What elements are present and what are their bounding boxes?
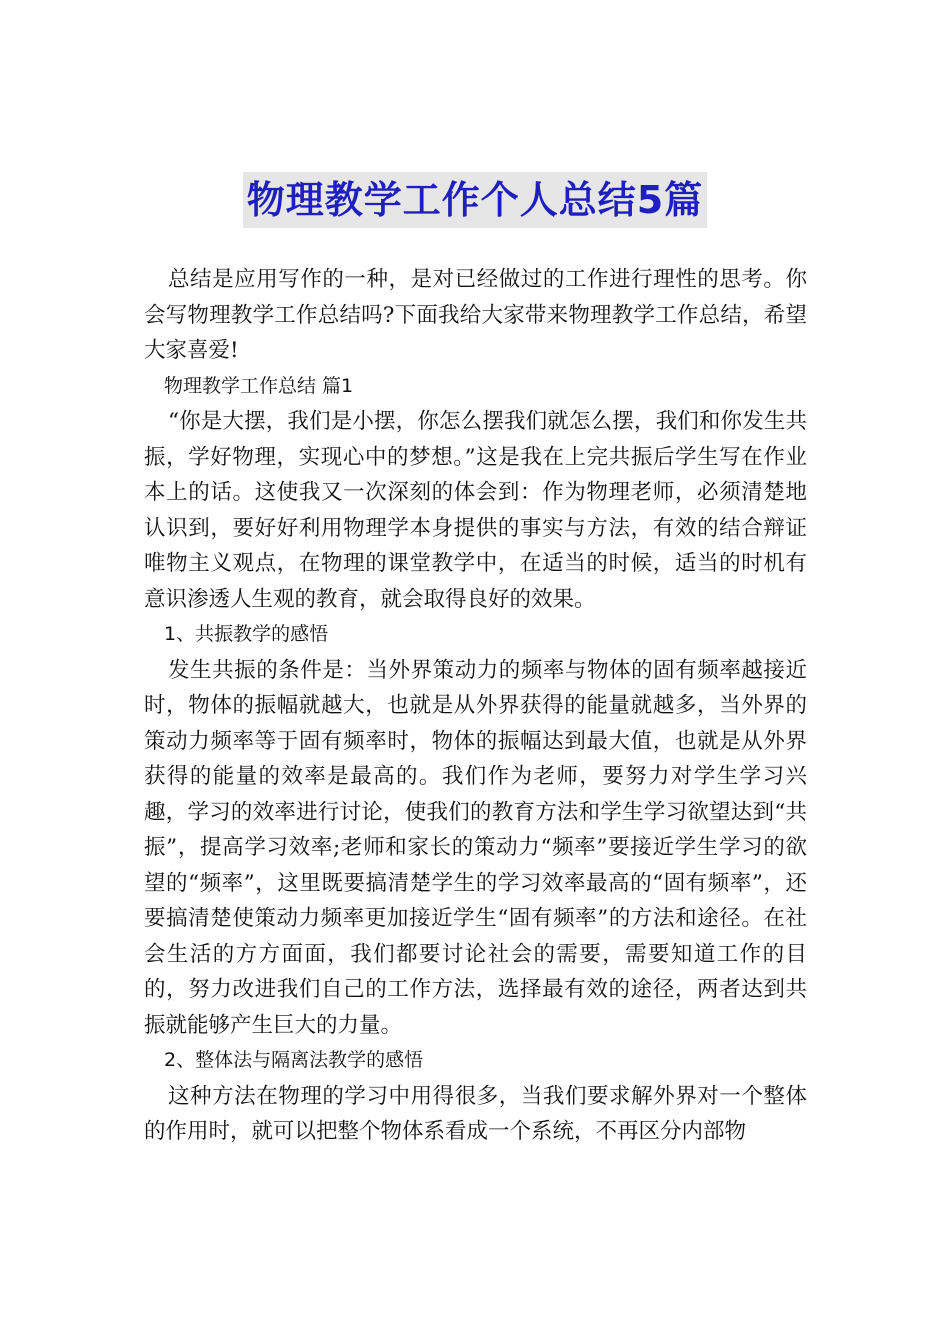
section-title: 物理教学工作总结 篇1 xyxy=(164,374,354,397)
title-container xyxy=(0,172,950,228)
body-paragraph-3: 这种方法在物理的学习中用得很多，当我们要求解外界对一个整体的作用时，就可以把整个物体系看成一个系统，不再区分内部物 xyxy=(144,1083,807,1144)
subheading-1: 1、共振教学的感悟 xyxy=(164,623,329,645)
subheading-2: 2、整体法与隔离法教学的感悟 xyxy=(164,1049,424,1071)
document-body xyxy=(144,262,807,1150)
body-paragraph-1: “你是大摆，我们是小摆，你怎么摆我们就怎么摆，我们和你发生共振，学好物理，实现心中的梦想。”这是我在上完共振后学生写在作业本上的话。这使我又一次深刻的体会到：作为物理老师，必须清楚地认识到，要好好利用物理学本身提供的事实与方法，有效的结合辩证唯物主义观点，在物理的课堂教学中，在适当的时候，适当的时机有意识渗透人生观的教育，就会取得良好的效果。 xyxy=(144,409,807,612)
document-title: 物理教学工作个人总结5篇 xyxy=(243,172,707,228)
intro-paragraph: 总结是应用写作的一种，是对已经做过的工作进行理性的思考。你会写物理教学工作总结吗?下面我给大家带来物理教学工作总结，希望大家喜爱! xyxy=(144,267,807,363)
body-paragraph-2: 发生共振的条件是：当外界策动力的频率与物体的固有频率越接近时，物体的振幅就越大，也就是从外界获得的能量就越多，当外界的策动力频率等于固有频率时，物体的振幅达到最大值，也就是从外界获得的能量的效率是最高的。我们作为老师，要努力对学生学习兴趣，学习的效率进行讨论，使我们的教育方法和学生学习欲望达到“共振”，提高学习效率;老师和家长的策动力“频率”要接近学生学习的欲望的“频率”，这里既要搞清楚学生的学习效率最高的“固有频率”，还要搞清楚使策动力频率更加接近学生“固有频率”的方法和途径。在社会生活的方方面面，我们都要讨论社会的需要，需要知道工作的目的，努力改进我们自己的工作方法，选择最有效的途径，两者达到共振就能够产生巨大的力量。 xyxy=(144,657,807,1038)
